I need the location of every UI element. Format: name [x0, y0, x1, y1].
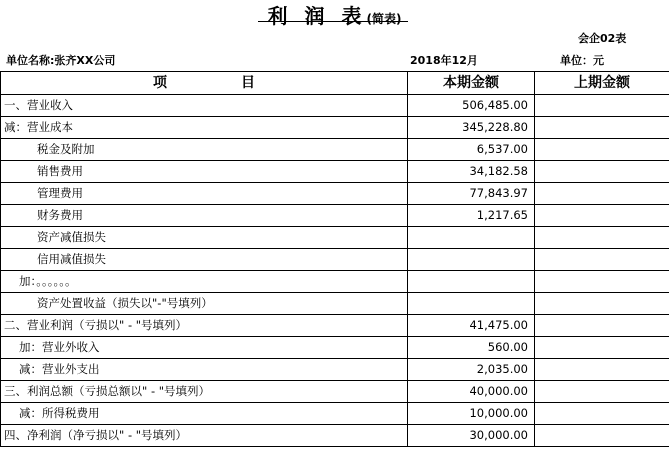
- row-label: 减：营业外支出: [1, 359, 408, 381]
- column-header-item: 项 目: [1, 72, 408, 95]
- table-row: [1, 183, 669, 205]
- row-label: 一、营业收入: [1, 95, 408, 117]
- row-previous-amount: [535, 271, 669, 293]
- row-current-amount: 6,537.00: [408, 139, 535, 161]
- company-name: 单位名称:张齐XX公司: [6, 54, 116, 67]
- table-row: [1, 403, 669, 425]
- row-current-amount: 345,228.80: [408, 117, 535, 139]
- table-row: [1, 359, 669, 381]
- row-previous-amount: [535, 183, 669, 205]
- column-header-previous: 上期金额: [535, 72, 669, 95]
- row-previous-amount: [535, 117, 669, 139]
- row-current-amount: [408, 249, 535, 271]
- row-label: 二、营业利润（亏损以" - "号填列）: [1, 315, 408, 337]
- currency-unit: 单位：元: [560, 54, 604, 67]
- row-label: 加：营业外收入: [1, 337, 408, 359]
- row-previous-amount: [535, 139, 669, 161]
- row-label: 四、净利润（净亏损以" - "号填列）: [1, 425, 408, 447]
- row-label: 减：所得税费用: [1, 403, 408, 425]
- row-label: 三、利润总额（亏损总额以" - "号填列）: [1, 381, 408, 403]
- table-row: [1, 293, 669, 315]
- row-current-amount: 560.00: [408, 337, 535, 359]
- table-row: [1, 205, 669, 227]
- row-previous-amount: [535, 249, 669, 271]
- row-current-amount: 41,475.00: [408, 315, 535, 337]
- income-statement-table: [0, 71, 669, 447]
- table-row: [1, 381, 669, 403]
- row-previous-amount: [535, 205, 669, 227]
- table-row: [1, 425, 669, 447]
- row-current-amount: [408, 227, 535, 249]
- title-underline: [258, 21, 408, 22]
- table-row: [1, 227, 669, 249]
- table-row: [1, 117, 669, 139]
- row-current-amount: 10,000.00: [408, 403, 535, 425]
- row-previous-amount: [535, 337, 669, 359]
- row-previous-amount: [535, 227, 669, 249]
- row-current-amount: [408, 271, 535, 293]
- table-row: [1, 161, 669, 183]
- row-previous-amount: [535, 293, 669, 315]
- report-title-main: 利 润 表: [267, 4, 367, 28]
- row-previous-amount: [535, 425, 669, 447]
- row-label: 信用减值损失: [1, 249, 408, 271]
- row-previous-amount: [535, 381, 669, 403]
- row-current-amount: 34,182.58: [408, 161, 535, 183]
- row-current-amount: 40,000.00: [408, 381, 535, 403]
- row-current-amount: 2,035.00: [408, 359, 535, 381]
- row-label: 减：营业成本: [1, 117, 408, 139]
- table-row: [1, 139, 669, 161]
- row-label: 财务费用: [1, 205, 408, 227]
- row-label: 管理费用: [1, 183, 408, 205]
- table-row: [1, 315, 669, 337]
- form-code: 会企02表: [578, 32, 627, 45]
- row-label: 资产处置收益（损失以"-"号填列）: [1, 293, 408, 315]
- table-header-row: [1, 72, 669, 95]
- row-label: 资产减值损失: [1, 227, 408, 249]
- table-row: [1, 271, 669, 293]
- report-period: 2018年12月: [410, 54, 478, 67]
- row-previous-amount: [535, 359, 669, 381]
- row-previous-amount: [535, 403, 669, 425]
- row-current-amount: 506,485.00: [408, 95, 535, 117]
- row-current-amount: 1,217.65: [408, 205, 535, 227]
- table-row: [1, 95, 669, 117]
- table-row: [1, 249, 669, 271]
- row-current-amount: [408, 293, 535, 315]
- row-current-amount: 30,000.00: [408, 425, 535, 447]
- row-previous-amount: [535, 315, 669, 337]
- row-previous-amount: [535, 161, 669, 183]
- row-label: 加：。。。。。。: [1, 271, 408, 293]
- row-label: 销售费用: [1, 161, 408, 183]
- row-current-amount: 77,843.97: [408, 183, 535, 205]
- table-row: [1, 337, 669, 359]
- row-previous-amount: [535, 95, 669, 117]
- column-header-current: 本期金额: [408, 72, 535, 95]
- report-title-sub: (简表): [366, 12, 402, 26]
- row-label: 税金及附加: [1, 139, 408, 161]
